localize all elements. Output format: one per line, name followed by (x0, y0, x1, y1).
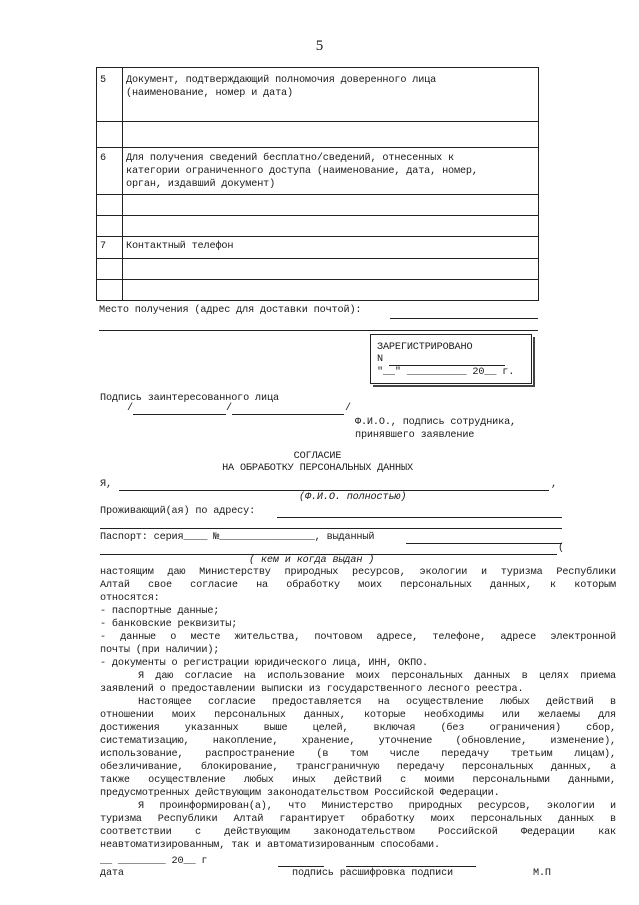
consent-text-line: обезличивание, блокирование, трансграничную передачу персональных данных, а (100, 762, 616, 773)
consent-title: СОГЛАСИЕ (293, 451, 342, 462)
address-input-line (277, 517, 562, 518)
issued-hint: ( кем и когда выдан ) (249, 555, 375, 566)
address-input-line-2 (100, 528, 562, 529)
row-number: 5 (100, 75, 106, 86)
consent-text-line: предусмотренных действующим законодательством Российской Федерации. (100, 788, 500, 799)
row-text-line: Контактный телефон (126, 241, 234, 252)
consent-text-line: достижения указанных выше целей, включая (без ограничения) сбор, (100, 723, 616, 734)
consent-text-line: соответствии с действующим законодательством Российской Федерации как (100, 827, 616, 838)
consent-text-line: настоящим даю Министерству природных ресурсов, экологии и туризма Республики (100, 567, 616, 578)
consent-text-line: заявлений о предоставлении выписки из государственного лесного реестра. (100, 684, 524, 695)
page-number: 5 (315, 38, 324, 54)
consent-text-line: также осуществление любых иных действий с моими персональными данными, (100, 775, 616, 786)
passport-label: Паспорт: серия____ №________________, выданный (100, 532, 375, 543)
stamp-date-line: "__" __________ 20__ г. (377, 367, 515, 378)
data-list-item: - документы о регистрации юридического лица, ИНН, ОКПО. (100, 658, 428, 669)
footer-date-label: дата (100, 868, 124, 879)
table-row-divider (97, 236, 538, 237)
row-text-line: Документ, подтверждающий полномочия доверенного лица (126, 75, 437, 86)
row-number: 7 (100, 241, 106, 252)
consent-text-line: туризма Республики Алтай гарантирует обработку моих персональных данных в (100, 814, 616, 825)
signature-line (133, 414, 226, 415)
delivery-place-label: Место получения (адрес для доставки почтой): (99, 305, 362, 316)
fio-hint: (Ф.И.О. полностью) (299, 492, 407, 503)
stamp-number-line (389, 365, 505, 366)
employee-fio-caption-2: принявшего заявление (355, 430, 475, 441)
signature-slash: / (345, 403, 351, 414)
consent-text-line: использование, распространение (в том числе передачу третьим лицам), (100, 749, 616, 760)
row-text-line: Для получения сведений бесплатно/сведений, отнесенных к (126, 153, 454, 164)
applicant-signature-label: Подпись заинтересованного лица (100, 393, 279, 404)
table-row-divider (97, 121, 538, 122)
data-list-item: почты (при наличии); (100, 645, 220, 656)
consent-text-line: Я проинформирован(а), что Министерство природных ресурсов, экологии и (138, 801, 616, 812)
row-text-line: орган, издавший документ) (126, 179, 276, 190)
table-row-divider (97, 258, 538, 259)
comma: , (551, 479, 557, 490)
paren: ( (558, 543, 564, 554)
employee-fio-caption: Ф.И.О., подпись сотрудника, (355, 417, 517, 428)
registration-stamp (370, 334, 532, 384)
delivery-address-line-2 (99, 330, 538, 331)
address-label: Проживающий(ая) по адресу: (100, 506, 256, 517)
consent-text-line: Я даю согласие на использование моих персональных данных в целях приема (138, 671, 616, 682)
document-table (96, 67, 539, 301)
data-list-item: - данные о месте жительства, почтовом адресе, телефоне, адресе электронной (100, 632, 616, 643)
table-row-divider (97, 147, 538, 148)
stamp-title: ЗАРЕГИСТРИРОВАНО (377, 342, 473, 353)
row-text-line: (наименование, номер и дата) (126, 88, 293, 99)
consent-text-line: неавтоматизированным, так и автоматизированным способами. (100, 840, 440, 851)
signature-slash: / (127, 403, 133, 414)
footer-decode-line (346, 866, 476, 867)
data-list-item: - банковские реквизиты; (100, 619, 238, 630)
ya-label: Я, (100, 479, 112, 490)
data-list-item: - паспортные данные; (100, 606, 220, 617)
consent-text-line: отношении моих персональных данных, которые необходимы или желаемы для (100, 710, 616, 721)
fio-input-line (119, 490, 549, 491)
stamp-number-label: N (377, 354, 383, 365)
row-text-line: категории ограниченного доступа (наименование, дата, номер, (126, 166, 478, 177)
footer-sign-line (278, 866, 324, 867)
passport-issued-line (406, 543, 562, 544)
signature-slash: / (226, 403, 232, 414)
footer-mp-label: М.П (533, 868, 551, 879)
consent-text-line: относятся: (100, 593, 160, 604)
consent-subtitle: НА ОБРАБОТКУ ПЕРСОНАЛЬНЫХ ДАННЫХ (222, 463, 413, 474)
table-row-divider (97, 279, 538, 280)
footer-date-line: __ ________ 20__ г (100, 856, 208, 867)
consent-text-line: систематизацию, накопление, хранение, уточнение (обновление, изменение), (100, 736, 616, 747)
footer-sign-label: подпись расшифровка подписи (292, 868, 454, 879)
delivery-address-line (390, 318, 538, 319)
consent-text-line: Настоящее согласие предоставляется на осуществление любых действий в (138, 697, 616, 708)
table-column-divider (122, 68, 123, 300)
signature-name-line (232, 414, 344, 415)
consent-text-line: Алтай свое согласие на обработку моих персональных данных, к которым (100, 580, 616, 591)
table-row-divider (97, 215, 538, 216)
row-number: 6 (100, 153, 106, 164)
table-row-divider (97, 194, 538, 195)
